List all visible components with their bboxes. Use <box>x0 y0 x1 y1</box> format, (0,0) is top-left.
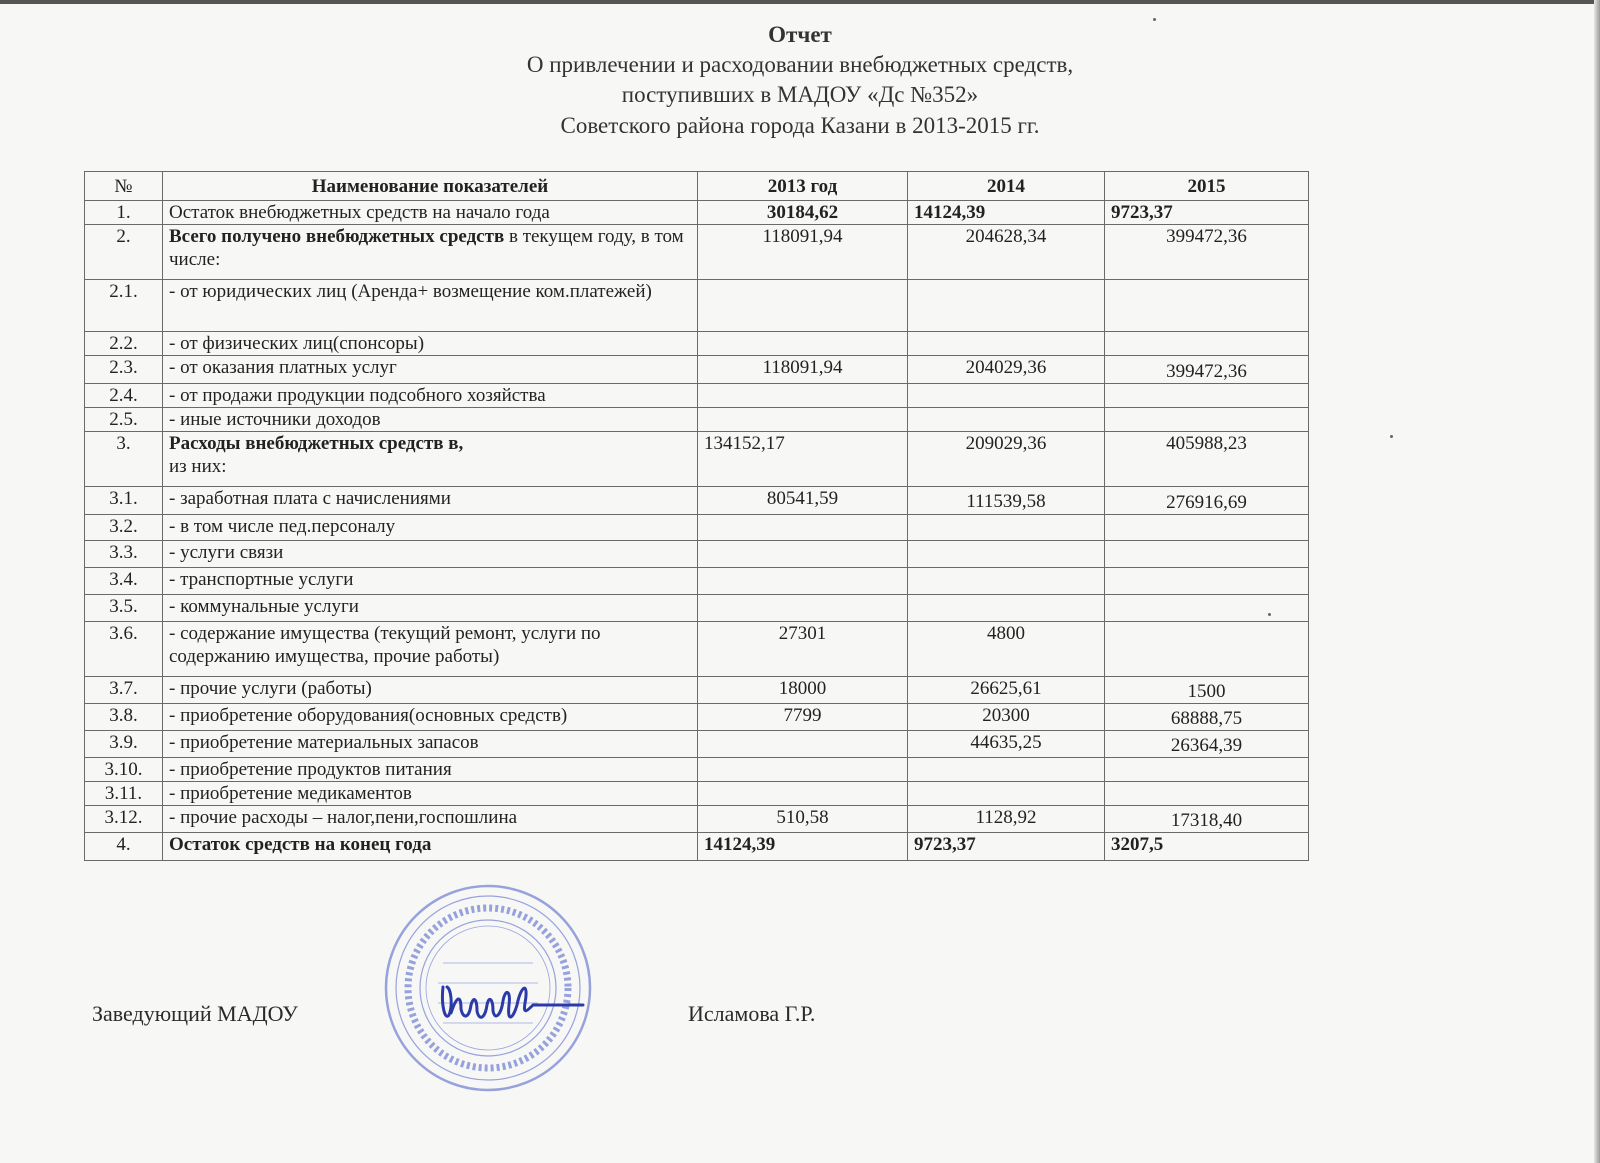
col-header-2014: 2014 <box>908 172 1105 201</box>
signature-icon <box>437 975 587 1035</box>
value-2015 <box>1105 758 1309 782</box>
row-label <box>163 225 698 280</box>
value-2014: 26625,61 <box>908 677 1105 704</box>
table-row <box>85 568 1309 595</box>
row-number: 3.11. <box>85 782 163 806</box>
row-label: Остаток внебюджетных средств на начало года <box>163 201 698 225</box>
row-label-rest: из них: <box>169 456 227 477</box>
table-header-row <box>85 172 1309 201</box>
value-2013: 134152,17 <box>698 432 908 487</box>
value-2015: 399472,36 <box>1105 225 1309 280</box>
value-2014: 209029,36 <box>908 432 1105 487</box>
table-row <box>85 782 1309 806</box>
table-row <box>85 806 1309 833</box>
value-2015: 26364,39 <box>1105 731 1309 758</box>
row-label-rest: в текущем году, в том числе: <box>169 226 684 270</box>
table-row <box>85 408 1309 432</box>
table-row <box>85 487 1309 515</box>
row-number: 3. <box>85 432 163 487</box>
value-2015 <box>1105 782 1309 806</box>
value-2015: 399472,36 <box>1105 356 1309 384</box>
row-number: 3.4. <box>85 568 163 595</box>
row-number: 1. <box>85 201 163 225</box>
value-2015: 9723,37 <box>1105 201 1309 225</box>
value-2014 <box>908 408 1105 432</box>
row-label: - приобретение продуктов питания <box>163 758 698 782</box>
value-2013: 18000 <box>698 677 908 704</box>
value-2015 <box>1105 568 1309 595</box>
report-title: Отчет <box>768 22 832 47</box>
value-2013: 30184,62 <box>698 201 908 225</box>
value-2015: 17318,40 <box>1105 806 1309 833</box>
row-label: - приобретение оборудования(основных средств) <box>163 704 698 731</box>
col-header-2015: 2015 <box>1105 172 1309 201</box>
value-2014 <box>908 782 1105 806</box>
row-number: 3.1. <box>85 487 163 515</box>
value-2014 <box>908 280 1105 332</box>
report-subtitle-line-2: поступивших в МАДОУ «Дс №352» <box>621 82 979 107</box>
row-label-bold: Всего получено внебюджетных средств <box>169 226 505 247</box>
row-number: 3.12. <box>85 806 163 833</box>
table-row <box>85 384 1309 408</box>
row-label: - содержание имущества (текущий ремонт, услуги по содержанию имущества, прочие работы) <box>163 622 698 677</box>
row-label: - прочие расходы – налог,пени,госпошлина <box>163 806 698 833</box>
value-2013: 510,58 <box>698 806 908 833</box>
value-2013 <box>698 408 908 432</box>
row-label: - от продажи продукции подсобного хозяйства <box>163 384 698 408</box>
value-2014 <box>908 595 1105 622</box>
value-2013 <box>698 280 908 332</box>
value-2014 <box>908 541 1105 568</box>
value-2015: 3207,5 <box>1105 833 1309 861</box>
value-2014: 111539,58 <box>908 487 1105 515</box>
value-2014: 1128,92 <box>908 806 1105 833</box>
row-number: 3.9. <box>85 731 163 758</box>
value-2013: 118091,94 <box>698 225 908 280</box>
value-2014: 44635,25 <box>908 731 1105 758</box>
row-label-bold: Расходы внебюджетных средств в, <box>169 433 464 454</box>
row-label: - от физических лиц(спонсоры) <box>163 332 698 356</box>
value-2014 <box>908 758 1105 782</box>
row-label: - транспортные услуги <box>163 568 698 595</box>
row-number: 2.3. <box>85 356 163 384</box>
row-number: 2.4. <box>85 384 163 408</box>
row-label: - услуги связи <box>163 541 698 568</box>
value-2013 <box>698 384 908 408</box>
value-2015 <box>1105 541 1309 568</box>
table-row <box>85 280 1309 332</box>
table-row <box>85 595 1309 622</box>
scan-right-edge <box>1594 0 1600 1163</box>
row-number: 3.3. <box>85 541 163 568</box>
value-2013 <box>698 541 908 568</box>
table-row <box>85 704 1309 731</box>
value-2013: 27301 <box>698 622 908 677</box>
row-label: - приобретение материальных запасов <box>163 731 698 758</box>
row-number: 3.6. <box>85 622 163 677</box>
value-2014: 204029,36 <box>908 356 1105 384</box>
col-header-number: № <box>85 172 163 201</box>
col-header-2013: 2013 год <box>698 172 908 201</box>
row-label: - в том числе пед.персоналу <box>163 515 698 541</box>
value-2013 <box>698 758 908 782</box>
value-2013 <box>698 332 908 356</box>
value-2015 <box>1105 280 1309 332</box>
row-label <box>163 432 698 487</box>
value-2013 <box>698 595 908 622</box>
row-number: 2.5. <box>85 408 163 432</box>
scan-speck <box>1390 435 1393 438</box>
row-label: - от оказания платных услуг <box>163 356 698 384</box>
table-row <box>85 622 1309 677</box>
table-row <box>85 515 1309 541</box>
row-number: 2.2. <box>85 332 163 356</box>
value-2015 <box>1105 408 1309 432</box>
funds-table <box>84 171 1309 861</box>
table-row-total <box>85 833 1309 861</box>
value-2013 <box>698 731 908 758</box>
table-row <box>85 541 1309 568</box>
value-2014: 204628,34 <box>908 225 1105 280</box>
table-row <box>85 432 1309 487</box>
value-2015: 405988,23 <box>1105 432 1309 487</box>
table-row <box>85 731 1309 758</box>
col-header-indicator: Наименование показателей <box>163 172 698 201</box>
value-2014 <box>908 384 1105 408</box>
row-number: 3.7. <box>85 677 163 704</box>
value-2014 <box>908 332 1105 356</box>
value-2015: 1500 <box>1105 677 1309 704</box>
value-2013 <box>698 515 908 541</box>
value-2013 <box>698 568 908 595</box>
value-2013: 118091,94 <box>698 356 908 384</box>
value-2013: 14124,39 <box>698 833 908 861</box>
table-row <box>85 332 1309 356</box>
row-number: 2.1. <box>85 280 163 332</box>
value-2014: 20300 <box>908 704 1105 731</box>
row-label: - иные источники доходов <box>163 408 698 432</box>
row-number: 3.2. <box>85 515 163 541</box>
row-label: - заработная плата с начислениями <box>163 487 698 515</box>
table-row <box>85 201 1309 225</box>
value-2013: 7799 <box>698 704 908 731</box>
value-2013: 80541,59 <box>698 487 908 515</box>
row-label: - коммунальные услуги <box>163 595 698 622</box>
value-2015 <box>1105 332 1309 356</box>
row-label: - от юридических лиц (Аренда+ возмещение ком.платежей) <box>163 280 698 332</box>
row-label: Остаток средств на конец года <box>163 833 698 861</box>
row-number: 3.8. <box>85 704 163 731</box>
table-row <box>85 758 1309 782</box>
table-row <box>85 225 1309 280</box>
report-subtitle-line-3: Советского района города Казани в 2013-2015 гг. <box>560 113 1040 138</box>
table-row <box>85 677 1309 704</box>
value-2014: 14124,39 <box>908 201 1105 225</box>
report-subtitle-line-1: О привлечении и расходовании внебюджетных средств, <box>526 52 1074 77</box>
signatory-position: Заведующий МАДОУ <box>92 1001 298 1026</box>
scan-top-edge <box>0 0 1600 4</box>
row-number: 3.10. <box>85 758 163 782</box>
value-2013 <box>698 782 908 806</box>
row-number: 2. <box>85 225 163 280</box>
value-2015 <box>1105 595 1309 622</box>
value-2014: 9723,37 <box>908 833 1105 861</box>
value-2015 <box>1105 622 1309 677</box>
row-number: 4. <box>85 833 163 861</box>
row-label: - прочие услуги (работы) <box>163 677 698 704</box>
row-label: - приобретение медикаментов <box>163 782 698 806</box>
value-2015: 276916,69 <box>1105 487 1309 515</box>
table-row <box>85 356 1309 384</box>
value-2015: 68888,75 <box>1105 704 1309 731</box>
value-2014 <box>908 515 1105 541</box>
row-number: 3.5. <box>85 595 163 622</box>
value-2014 <box>908 568 1105 595</box>
value-2015 <box>1105 384 1309 408</box>
value-2014: 4800 <box>908 622 1105 677</box>
value-2015 <box>1105 515 1309 541</box>
signatory-name: Исламова Г.Р. <box>688 1001 816 1026</box>
